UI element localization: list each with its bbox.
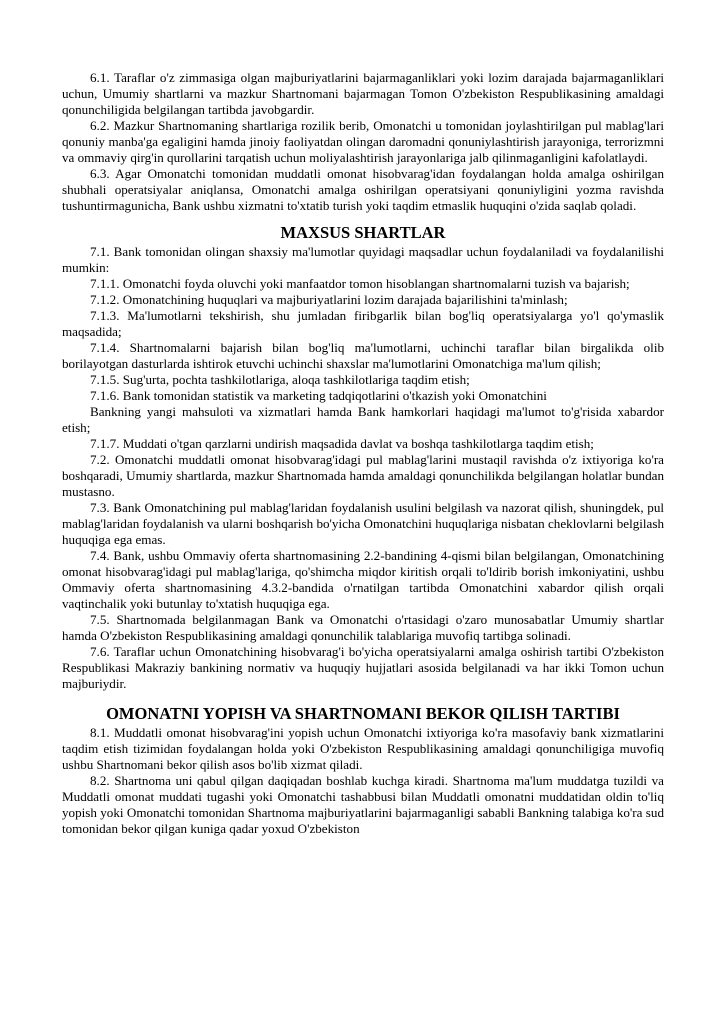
paragraph-7-1-6-continued: Bankning yangi mahsuloti va xizmatlari hamda Bank hamkorlari haqidagi ma'lumot to'g'risida xabardor etish;: [62, 404, 664, 435]
section-6: [62, 70, 664, 214]
paragraph-7-1-1: 7.1.1. Omonatchi foyda oluvchi yoki manfaatdor tomon hisoblangan shartnomalarni tuzish va bajarish;: [90, 276, 630, 291]
paragraph-6-3: 6.3. Agar Omonatchi tomonidan muddatli omonat hisobvarag'idan foydalangan holda amalga oshirilgan shubhali operatsiyalar aniqlansa, Omonatchi amalga oshirilgan operatsiyani qonuniyligini yozma ravishda tushuntirmagunicha, Bank ushbu xizmatni to'xtatib turish yoki taqdim etmaslik huquqini o'zida saqlab qoladi.: [62, 166, 664, 213]
paragraph-7-1-2: 7.1.2. Omonatchining huquqlari va majburiyatlarini lozim darajada bajarilishini ta'minlash;: [90, 292, 568, 307]
paragraph-7-4: 7.4. Bank, ushbu Ommaviy oferta shartnomasining 2.2-bandining 4-qismi bilan belgilangan, Omonatchining omonat hisobvarag'idagi pul mablag'lariga, qo'shimcha miqdor kiritish orqali to'ldirib borish imkoniyatini, ushbu Ommaviy oferta shartnomasining 4.3.2-bandida o'rnatilgan tartibda Omonatchini xabardor qilish orqali vaqtinchalik yoki butunlay to'xtatish huquqiga ega.: [62, 548, 664, 611]
paragraph-6-2: 6.2. Mazkur Shartnomaning shartlariga rozilik berib, Omonatchi u tomonidan joylashtirilgan pul mablag'lari qonuniy manba'ga egaligini hamda jinoiy faoliyatdan olingan daromadni qonuniylashtirish jarayoniga, terrorizmni va ommaviy qirg'in qurollarini tarqatish uchun moliyalashtirish jarayonlariga jalb qilinmaganligini kafolatlaydi.: [62, 118, 664, 165]
paragraph-6-1: 6.1. Taraflar o'z zimmasiga olgan majburiyatlarini bajarmaganliklari yoki lozim darajada bajarmaganliklari uchun, Umumiy shartlarni va mazkur Shartnomani bajarmagan Tomon O'zbekiston Respublikasining amaldagi qonunchiligida belgilangan tartibda javobgardir.: [62, 70, 664, 117]
paragraph-7-1-5: 7.1.5. Sug'urta, pochta tashkilotlariga, aloqa tashkilotlariga taqdim etish;: [90, 372, 470, 387]
paragraph-7-1: 7.1. Bank tomonidan olingan shaxsiy ma'lumotlar quyidagi maqsadlar uchun foydalaniladi va foydalanilishi mumkin:: [62, 244, 664, 275]
paragraph-7-1-7: 7.1.7. Muddati o'tgan qarzlarni undirish maqsadida davlat va boshqa tashkilotlarga taqdim etish;: [90, 436, 594, 451]
section-heading-special-conditions: MAXSUS SHARTLAR: [280, 223, 446, 242]
paragraph-7-5: 7.5. Shartnomada belgilanmagan Bank va Omonatchi o'rtasidagi o'zaro munosabatlar Umumiy shartlar hamda O'zbekiston Respublikasining amaldagi qonunchilik talablariga muvofiq tartibga solinadi.: [62, 612, 664, 643]
paragraph-7-1-4: 7.1.4. Shartnomalarni bajarish bilan bog'liq ma'lumotlarni, uchinchi taraflar bilan birgalikda olib borilayotgan dasturlarda ishtirok etuvchi uchinchi shaxslar ma'lumotlarini Omonatchiga ma'lum qilish;: [62, 340, 664, 371]
paragraph-7-3: 7.3. Bank Omonatchining pul mablag'laridan foydalanish usulini belgilash va nazorat qilish, shuningdek, pul mablag'laridan foydalanish va ularni boshqarish bo'yicha Omonatchini huquqlariga nisbatan cheklovlarni belgilash huquqiga ega emas.: [62, 500, 664, 547]
paragraph-7-2: 7.2. Omonatchi muddatli omonat hisobvarag'idagi pul mablag'larini mustaqil ravishda o'z ixtiyoriga ko'ra boshqaradi, Umumiy shartlarda, mazkur Shartnomada hamda amaldagi qonunchilikda belgilangan holatlar bundan mustasno.: [62, 452, 664, 499]
paragraph-7-1-3: 7.1.3. Ma'lumotlarni tekshirish, shu jumladan firibgarlik bilan bog'liq operatsiyalarga yo'l qo'ymaslik maqsadida;: [62, 308, 664, 339]
section-7: [62, 223, 664, 692]
paragraph-8-1: 8.1. Muddatli omonat hisobvarag'ini yopish uchun Omonatchi ixtiyoriga ko'ra masofaviy bank xizmatlarini taqdim etish tizimidan foydalangan holda yoki O'zbekiston Respublikasining amaldagi qonunchiligiga muvofiq ushbu Shartnomani bekor qilish asos bo'lib xizmat qiladi.: [62, 725, 664, 772]
section-heading-closing-deposit: OMONATNI YOPISH VA SHARTNOMANI BEKOR QILISH TARTIBI: [106, 704, 620, 723]
section-8: [62, 704, 664, 837]
paragraph-8-2: 8.2. Shartnoma uni qabul qilgan daqiqadan boshlab kuchga kiradi. Shartnoma ma'lum muddatga tuzildi va Muddatli omonat muddati tugashi yoki Omonatchi tashabbusi bilan Muddatli omonatni muddatidan oldin to'liq yopish yoki Omonatchi tomonidan Shartnoma majburiyatlarini bajarmaganligi sababli Bankning talabiga ko'ra sud tomonidan bekor qilgan kuniga qadar yoxud O'zbekiston: [62, 773, 664, 836]
paragraph-7-1-6: 7.1.6. Bank tomonidan statistik va marketing tadqiqotlarini o'tkazish yoki Omonatchini: [90, 388, 547, 403]
paragraph-7-6: 7.6. Taraflar uchun Omonatchining hisobvarag'i bo'yicha operatsiyalarni amalga oshirish tartibi O'zbekiston Respublikasi Makraziy bankining normativ va huquqiy hujjatlari asosida belgilanadi va har ikki Tomon uchun majburiydir.: [62, 644, 664, 691]
